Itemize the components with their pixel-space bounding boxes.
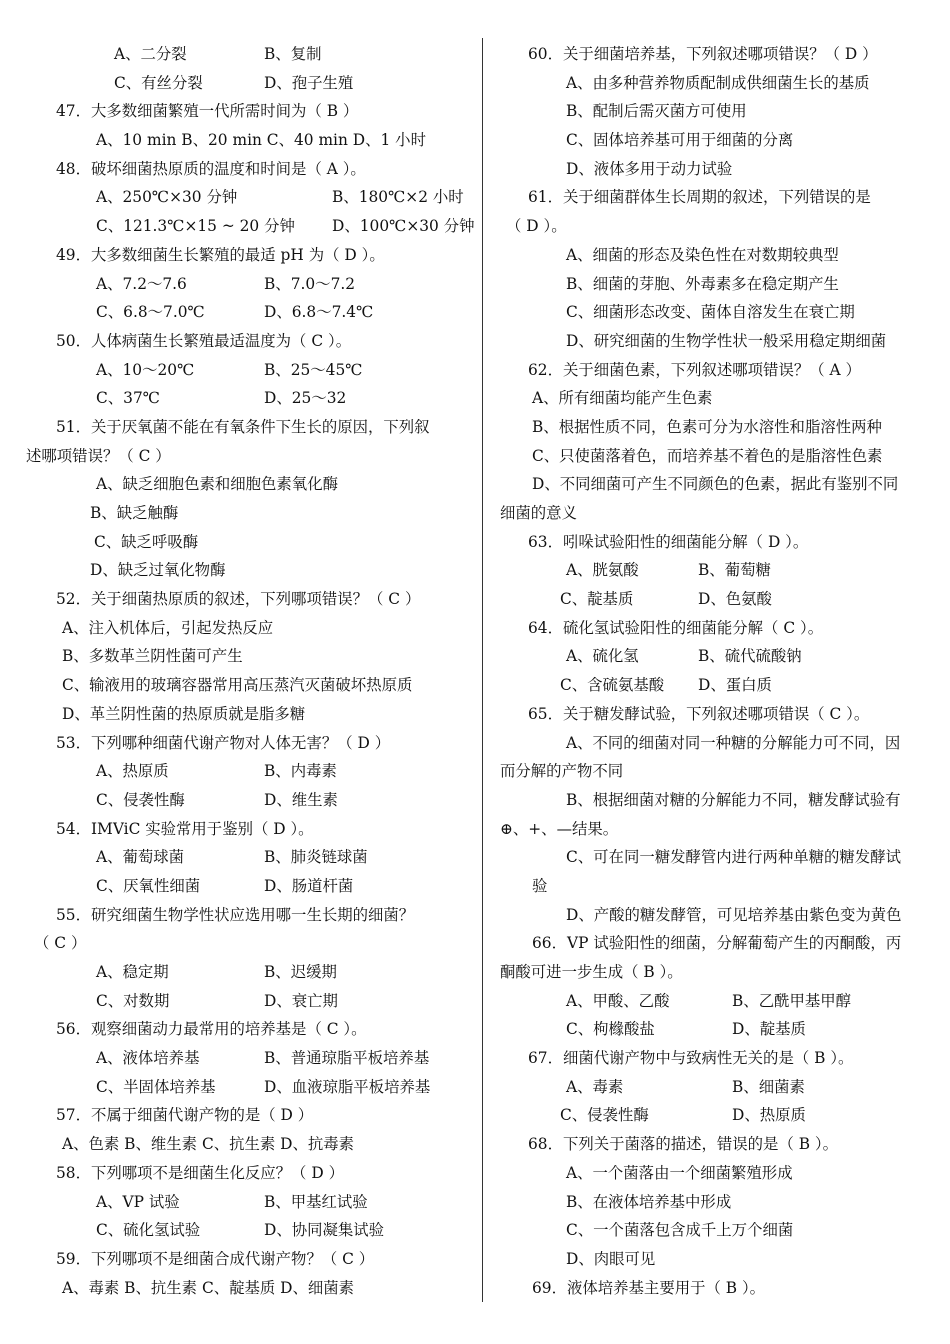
option-left: A、胱氨酸: [566, 561, 639, 580]
text-line: [22, 1245, 474, 1274]
text-line: [498, 241, 938, 270]
option-left: A、二分裂: [114, 45, 187, 63]
line-text: A、注入机体后，引起发热反应: [62, 618, 274, 637]
text-line: [498, 1044, 938, 1073]
text-line: [498, 212, 938, 241]
option-right: D、25～32: [264, 389, 347, 408]
text-line: [22, 757, 474, 786]
text-line: [498, 987, 938, 1016]
option-left: C、侵袭性酶: [560, 1106, 649, 1125]
line-text: C、固体培养基可用于细菌的分离: [566, 131, 794, 150]
line-text: D、液体多用于动力试验: [566, 159, 733, 178]
text-line: [498, 1101, 938, 1130]
text-line: [498, 298, 938, 327]
option-right: D、孢子生殖: [264, 73, 354, 92]
line-text: C、输液用的玻璃容器常用高压蒸汽灭菌破坏热原质: [62, 676, 413, 695]
line-text: C、缺乏呼吸酶: [94, 532, 199, 551]
text-line: [498, 442, 938, 471]
option-left: C、6.8～7.0℃: [96, 303, 205, 322]
option-left: C、半固体培养基: [96, 1077, 216, 1096]
option-left: C、枸橼酸盐: [566, 1020, 655, 1039]
text-line: [498, 671, 938, 700]
line-text: ⊕、+、—结果。: [500, 819, 619, 838]
option-left: A、10～20℃: [96, 360, 195, 379]
line-text: B、多数革兰阴性菌可产生: [62, 647, 243, 666]
option-left: A、液体培养基: [96, 1049, 200, 1068]
text-line: [498, 528, 938, 557]
option-right: D、血液琼脂平板培养基: [264, 1077, 431, 1096]
line-text: （ D ）。: [506, 217, 567, 236]
option-right: D、色氨酸: [698, 590, 772, 609]
line-text: B、在液体培养基中形成: [566, 1192, 732, 1211]
text-line: [498, 642, 938, 671]
line-text: 验: [532, 876, 548, 895]
text-line: [22, 270, 474, 299]
line-text: 64．硫化氢试验阳性的细菌能分解（ C ）。: [528, 618, 824, 637]
option-left: A、7.2～7.6: [96, 274, 187, 293]
text-line: [498, 1073, 938, 1102]
option-right: D、靛基质: [732, 1020, 806, 1039]
text-line: [22, 413, 474, 442]
line-text: 58．下列哪项不是细菌生化反应？（ D ）: [56, 1163, 344, 1182]
text-line: [498, 757, 938, 786]
line-text: 62．关于细菌色素，下列叙述哪项错误？（ A ）: [528, 360, 861, 379]
text-line: [498, 843, 938, 872]
text-line: [22, 183, 474, 212]
text-line: [498, 356, 938, 385]
option-right: B、硫代硫酸钠: [698, 647, 802, 666]
option-right: D、维生素: [264, 790, 338, 809]
text-line: [498, 470, 938, 499]
option-right: B、葡萄糖: [698, 561, 771, 580]
text-line: [498, 958, 938, 987]
line-text: 67．细菌代谢产物中与致病性无关的是（ B ）。: [528, 1049, 854, 1068]
line-text: A、一个菌落由一个细菌繁殖形成: [566, 1163, 793, 1182]
line-text: A、所有细菌均能产生色素: [532, 389, 713, 408]
line-text: B、缺乏触酶: [90, 504, 179, 522]
line-text: 51．关于厌氧菌不能在有氧条件下生长的原因，下列叙: [56, 417, 430, 436]
line-text: 60．关于细菌培养基，下列叙述哪项错误？（ D ）: [528, 45, 878, 63]
option-right: B、25～45℃: [264, 360, 363, 379]
text-line: [498, 183, 938, 212]
text-line: [22, 384, 474, 413]
text-line: [22, 1216, 474, 1245]
text-line: [22, 97, 474, 126]
text-line: [498, 700, 938, 729]
right-question-column: [498, 40, 938, 1302]
option-right: B、甲基红试验: [264, 1192, 368, 1211]
option-left: A、稳定期: [96, 963, 169, 981]
option-left: A、250℃×30 分钟: [96, 188, 238, 207]
option-right: B、普通琼脂平板培养基: [264, 1049, 430, 1068]
line-text: 50．人体病菌生长繁殖最适温度为（ C ）。: [56, 331, 352, 350]
text-line: [22, 528, 474, 557]
line-text: 54．IMViC 实验常用于鉴别（ D ）。: [56, 819, 314, 838]
text-line: [22, 614, 474, 643]
text-line: [498, 556, 938, 585]
text-line: [22, 1274, 474, 1303]
line-text: B、配制后需灭菌方可使用: [566, 102, 747, 121]
text-line: [498, 499, 938, 528]
line-text: C、只使菌落着色，而培养基不着色的是脂溶性色素: [532, 446, 883, 465]
line-text: 而分解的产物不同: [500, 762, 624, 781]
text-line: [498, 815, 938, 844]
line-text: D、革兰阴性菌的热原质就是脂多糖: [62, 704, 306, 723]
text-line: [22, 499, 474, 528]
line-text: D、不同细菌可产生不同颜色的色素，据此有鉴别不同: [532, 475, 899, 494]
line-text: C、细菌形态改变、菌体自溶发生在衰亡期: [566, 303, 855, 322]
text-line: [498, 1159, 938, 1188]
line-text: A、色素 B、维生素 C、抗生素 D、抗毒素: [62, 1135, 355, 1154]
line-text: 47．大多数细菌繁殖一代所需时间为（ B ）: [56, 102, 359, 121]
text-line: [22, 1159, 474, 1188]
text-line: [22, 958, 474, 987]
text-line: [498, 384, 938, 413]
text-line: [498, 69, 938, 98]
text-line: [498, 270, 938, 299]
option-left: C、37℃: [96, 389, 160, 408]
text-line: [22, 556, 474, 585]
line-text: C、可在同一糖发酵管内进行两种单糖的糖发酵试: [566, 848, 901, 867]
line-text: A、毒素 B、抗生素 C、靛基质 D、细菌素: [62, 1278, 355, 1297]
line-text: 52．关于细菌热原质的叙述，下列哪项错误？（ C ）: [56, 590, 421, 609]
text-line: [22, 901, 474, 930]
line-text: A、10 min B、20 min C、40 min D、1 小时: [96, 131, 426, 150]
text-line: [498, 327, 938, 356]
column-divider: [482, 38, 483, 1302]
option-left: C、侵袭性酶: [96, 790, 185, 809]
option-left: C、硫化氢试验: [96, 1221, 201, 1240]
text-line: [22, 126, 474, 155]
line-text: 49．大多数细菌生长繁殖的最适 pH 为（ D ）。: [56, 245, 385, 264]
line-text: 61．关于细菌群体生长周期的叙述，下列错误的是: [528, 188, 871, 207]
text-line: [498, 1216, 938, 1245]
option-right: B、肺炎链球菌: [264, 848, 368, 867]
text-line: [22, 1130, 474, 1159]
text-line: [22, 872, 474, 901]
text-line: [22, 671, 474, 700]
option-right: D、协同凝集试验: [264, 1221, 385, 1240]
option-right: D、热原质: [732, 1106, 806, 1125]
line-text: B、根据细菌对糖的分解能力不同，糖发酵试验有: [566, 790, 901, 809]
text-line: [498, 729, 938, 758]
option-left: A、甲酸、乙酸: [566, 991, 670, 1010]
text-line: [498, 97, 938, 126]
line-text: 述哪项错误？（ C ）: [26, 446, 171, 465]
line-text: 59．下列哪项不是细菌合成代谢产物？（ C ）: [56, 1249, 375, 1268]
option-left: A、硫化氢: [566, 647, 639, 666]
line-text: 57．不属于细菌代谢产物的是（ D ）: [56, 1106, 314, 1125]
line-text: （ C ）: [34, 934, 87, 953]
line-text: 53．下列哪种细菌代谢产物对人体无害？（ D ）: [56, 733, 391, 752]
option-left: C、对数期: [96, 991, 170, 1010]
option-left: A、葡萄球菌: [96, 848, 185, 867]
line-text: 56．观察细菌动力最常用的培养基是（ C ）。: [56, 1020, 367, 1039]
line-text: D、肉眼可见: [566, 1249, 656, 1268]
line-text: A、缺乏细胞色素和细胞色素氧化酶: [96, 475, 338, 494]
text-line: [22, 929, 474, 958]
line-text: 69．液体培养基主要用于（ B ）。: [532, 1278, 766, 1297]
line-text: D、产酸的糖发酵管，可见培养基由紫色变为黄色: [566, 905, 902, 924]
line-text: 细菌的意义: [500, 504, 577, 522]
text-line: [22, 298, 474, 327]
text-line: [498, 585, 938, 614]
text-line: [22, 155, 474, 184]
text-line: [498, 901, 938, 930]
line-text: A、细菌的形态及染色性在对数期较典型: [566, 245, 839, 264]
option-right: D、蛋白质: [698, 676, 772, 695]
line-text: 55．研究细菌生物学性状应选用哪一生长期的细菌？: [56, 905, 415, 924]
option-right: B、7.0～7.2: [264, 274, 356, 293]
option-right: B、细菌素: [732, 1077, 805, 1096]
line-text: 68．下列关于菌落的描述，错误的是（ B ）。: [528, 1135, 839, 1154]
text-line: [22, 1044, 474, 1073]
line-text: 63．吲哚试验阳性的细菌能分解（ D ）。: [528, 532, 809, 551]
line-text: A、由多种营养物质配制成供细菌生长的基质: [566, 73, 870, 92]
text-line: [22, 1188, 474, 1217]
option-right: D、肠道杆菌: [264, 876, 354, 895]
text-line: [22, 987, 474, 1016]
text-line: [22, 470, 474, 499]
text-line: [22, 442, 474, 471]
text-line: [22, 1101, 474, 1130]
line-text: B、细菌的芽胞、外毒素多在稳定期产生: [566, 274, 839, 293]
left-question-column: [22, 40, 474, 1302]
text-line: [22, 1015, 474, 1044]
text-line: [22, 815, 474, 844]
option-right: D、100℃×30 分钟: [332, 217, 474, 236]
line-text: D、研究细菌的生物学性状一般采用稳定期细菌: [566, 331, 887, 350]
line-text: D、缺乏过氧化物酶: [90, 561, 226, 580]
text-line: [498, 614, 938, 643]
line-text: B、根据性质不同，色素可分为水溶性和脂溶性两种: [532, 417, 882, 436]
option-left: A、VP 试验: [96, 1192, 180, 1211]
text-line: [498, 40, 938, 69]
text-line: [22, 700, 474, 729]
text-line: [498, 786, 938, 815]
text-line: [22, 642, 474, 671]
text-line: [498, 1245, 938, 1274]
text-line: [22, 241, 474, 270]
text-line: [498, 155, 938, 184]
text-line: [498, 872, 938, 901]
text-line: [22, 585, 474, 614]
text-line: [22, 1073, 474, 1102]
option-left: C、含硫氨基酸: [560, 676, 665, 695]
line-text: C、一个菌落包含成千上万个细菌: [566, 1221, 794, 1240]
text-line: [22, 69, 474, 98]
text-line: [498, 1274, 938, 1303]
text-line: [22, 729, 474, 758]
text-line: [498, 1015, 938, 1044]
text-line: [498, 1130, 938, 1159]
line-text: 48．破坏细菌热原质的温度和时间是（ A ）。: [56, 159, 366, 178]
line-text: 酮酸可进一步生成（ B ）。: [500, 963, 683, 981]
text-line: [498, 1188, 938, 1217]
option-left: C、厌氧性细菌: [96, 876, 201, 895]
text-line: [22, 40, 474, 69]
text-line: [22, 212, 474, 241]
option-right: B、迟缓期: [264, 963, 337, 981]
line-text: 66．VP 试验阳性的细菌，分解葡萄产生的丙酮酸，丙: [532, 934, 902, 953]
option-left: A、热原质: [96, 762, 169, 781]
option-right: B、内毒素: [264, 762, 337, 781]
text-line: [498, 929, 938, 958]
option-left: A、毒素: [566, 1077, 624, 1096]
option-right: B、乙酰甲基甲醇: [732, 991, 852, 1010]
option-right: B、180℃×2 小时: [332, 188, 464, 207]
option-left: C、靛基质: [560, 590, 634, 609]
line-text: A、不同的细菌对同一种糖的分解能力可不同，因: [566, 733, 901, 752]
text-line: [22, 786, 474, 815]
option-right: D、6.8～7.4℃: [264, 303, 374, 322]
option-right: B、复制: [264, 45, 322, 63]
option-right: D、衰亡期: [264, 991, 338, 1010]
line-text: 65．关于糖发酵试验，下列叙述哪项错误（ C ）。: [528, 704, 870, 723]
text-line: [498, 126, 938, 155]
option-left: C、有丝分裂: [114, 73, 203, 92]
text-line: [22, 327, 474, 356]
text-line: [22, 843, 474, 872]
text-line: [22, 356, 474, 385]
text-line: [498, 413, 938, 442]
option-left: C、121.3℃×15 ~ 20 分钟: [96, 217, 295, 236]
